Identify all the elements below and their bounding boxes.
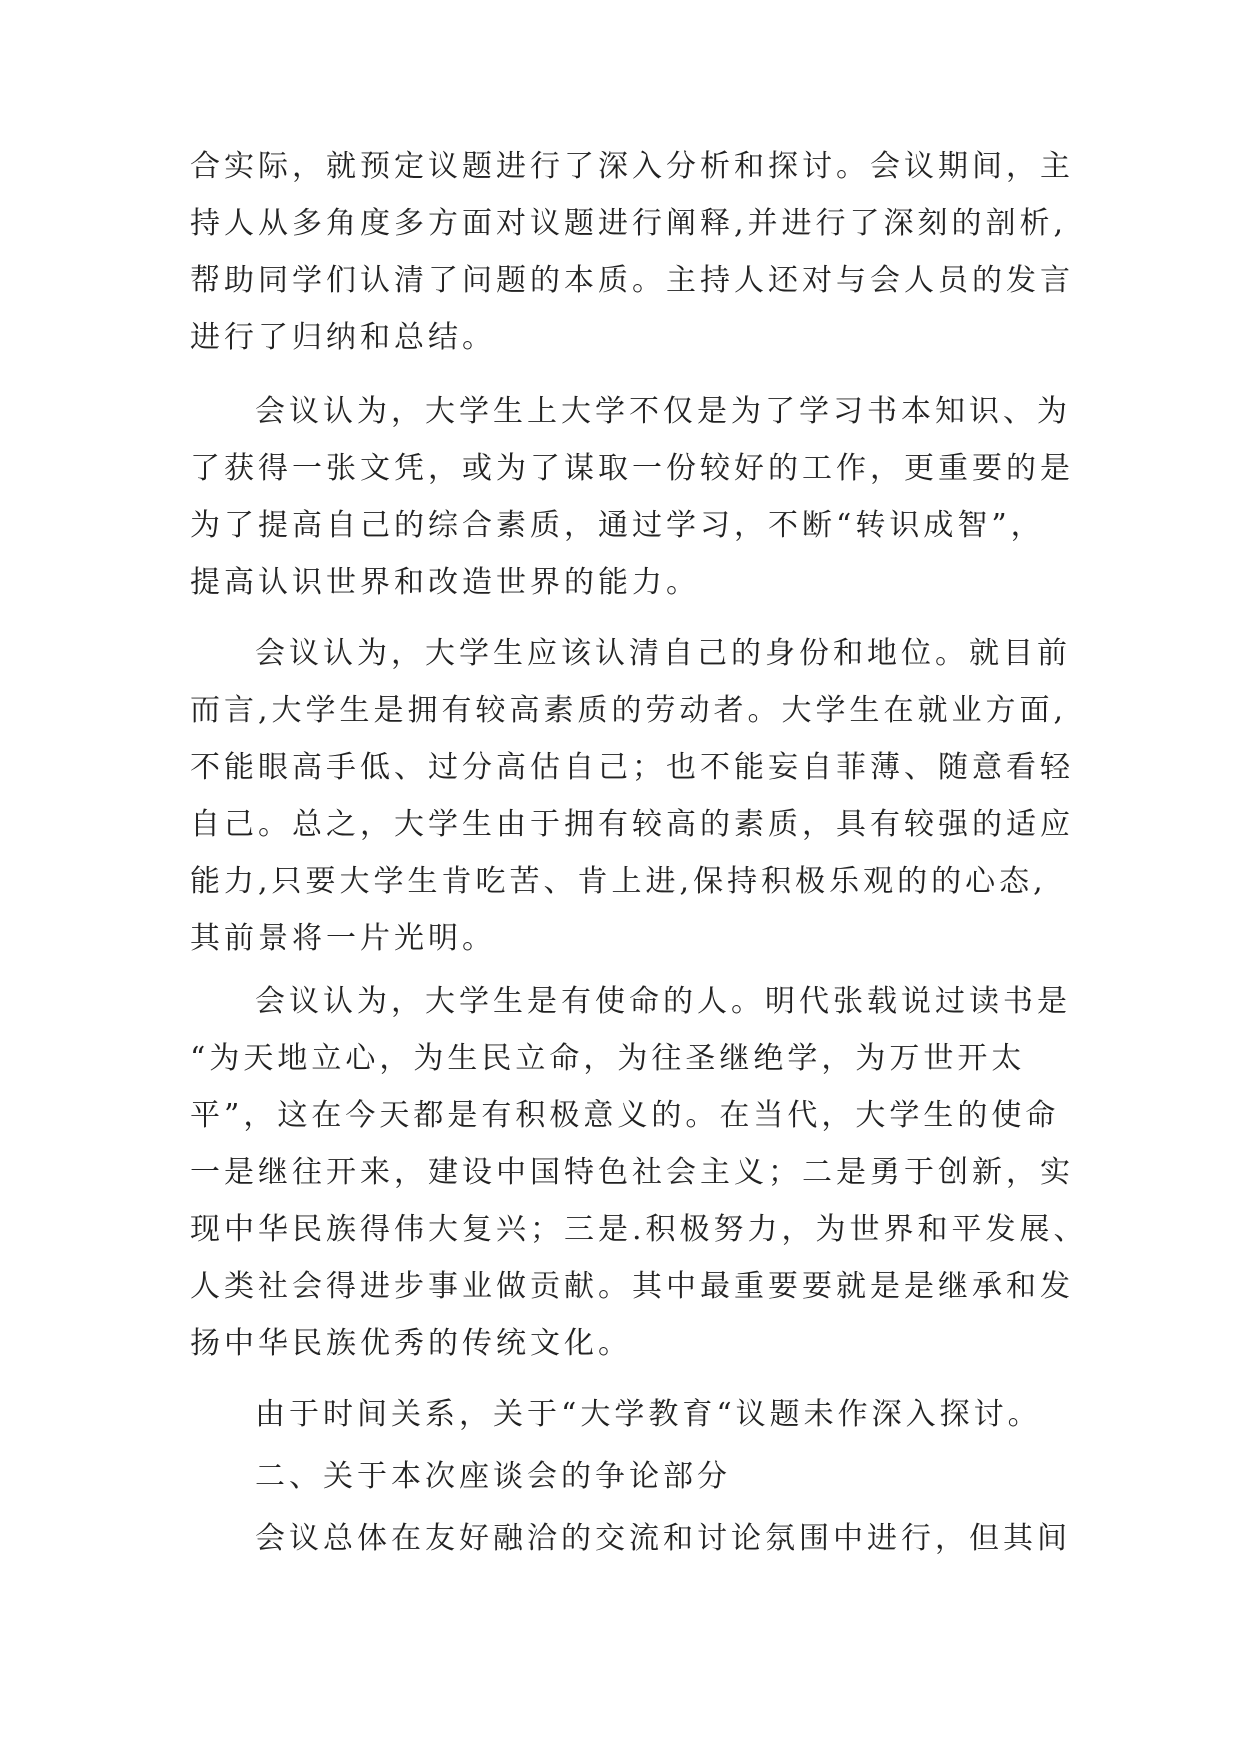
paragraph-start-line: 会议认为，大学生上大学不仅是为了学习书本知识、为: [255, 394, 1071, 429]
text-line: 帮助同学们认清了问题的本质。主持人还对与会人员的发言: [190, 263, 1074, 298]
text-line: 一是继往开来，建设中国特色社会主义；二是勇于创新，实: [190, 1155, 1074, 1190]
text-line: 平”，这在今天都是有积极意义的。在当代，大学生的使命: [190, 1098, 1060, 1133]
text-line: 为了提高自己的综合素质，通过学习，不断“转识成智”，: [190, 508, 1045, 543]
text-line: 自己。总之，大学生由于拥有较高的素质，具有较强的适应: [190, 807, 1074, 842]
text-line: 了获得一张文凭，或为了谋取一份较好的工作，更重要的是: [190, 451, 1074, 486]
paragraph-start-line: 会议认为，大学生是有使命的人。明代张载说过读书是: [255, 984, 1071, 1019]
text-line: 能力,只要大学生肯吃苦、肯上进,保持积极乐观的的心态,: [190, 864, 1047, 899]
text-line: 其前景将一片光明。: [190, 921, 496, 956]
text-line: 扬中华民族优秀的传统文化。: [190, 1326, 632, 1361]
text-line: “为天地立心，为生民立命，为往圣继绝学，为万世开太: [190, 1041, 1026, 1076]
text-line: 不能眼高手低、过分高估自己；也不能妄自菲薄、随意看轻: [190, 750, 1074, 785]
text-line: 合实际，就预定议题进行了深入分析和探讨。会议期间，主: [190, 149, 1074, 184]
paragraph-start-line: 由于时间关系，关于“大学教育“议题未作深入探讨。: [255, 1397, 1042, 1432]
paragraph-start-line: 会议认为，大学生应该认清自己的身份和地位。就目前: [255, 636, 1071, 671]
text-line: 现中华民族得伟大复兴；三是.积极努力，为世界和平发展、: [190, 1212, 1088, 1247]
text-line: 进行了归纳和总结。: [190, 320, 496, 355]
text-line: 人类社会得进步事业做贡献。其中最重要要就是是继承和发: [190, 1269, 1074, 1304]
text-line: 持人从多角度多方面对议题进行阐释,并进行了深刻的剖析,: [190, 206, 1068, 241]
text-line: 提高认识世界和改造世界的能力。: [190, 565, 700, 600]
paragraph-start-line: 会议总体在友好融洽的交流和讨论氛围中进行，但其间: [255, 1521, 1071, 1556]
text-line: 而言,大学生是拥有较高素质的劳动者。大学生在就业方面,: [190, 693, 1068, 728]
section-heading: 二、关于本次座谈会的争论部分: [255, 1459, 731, 1494]
